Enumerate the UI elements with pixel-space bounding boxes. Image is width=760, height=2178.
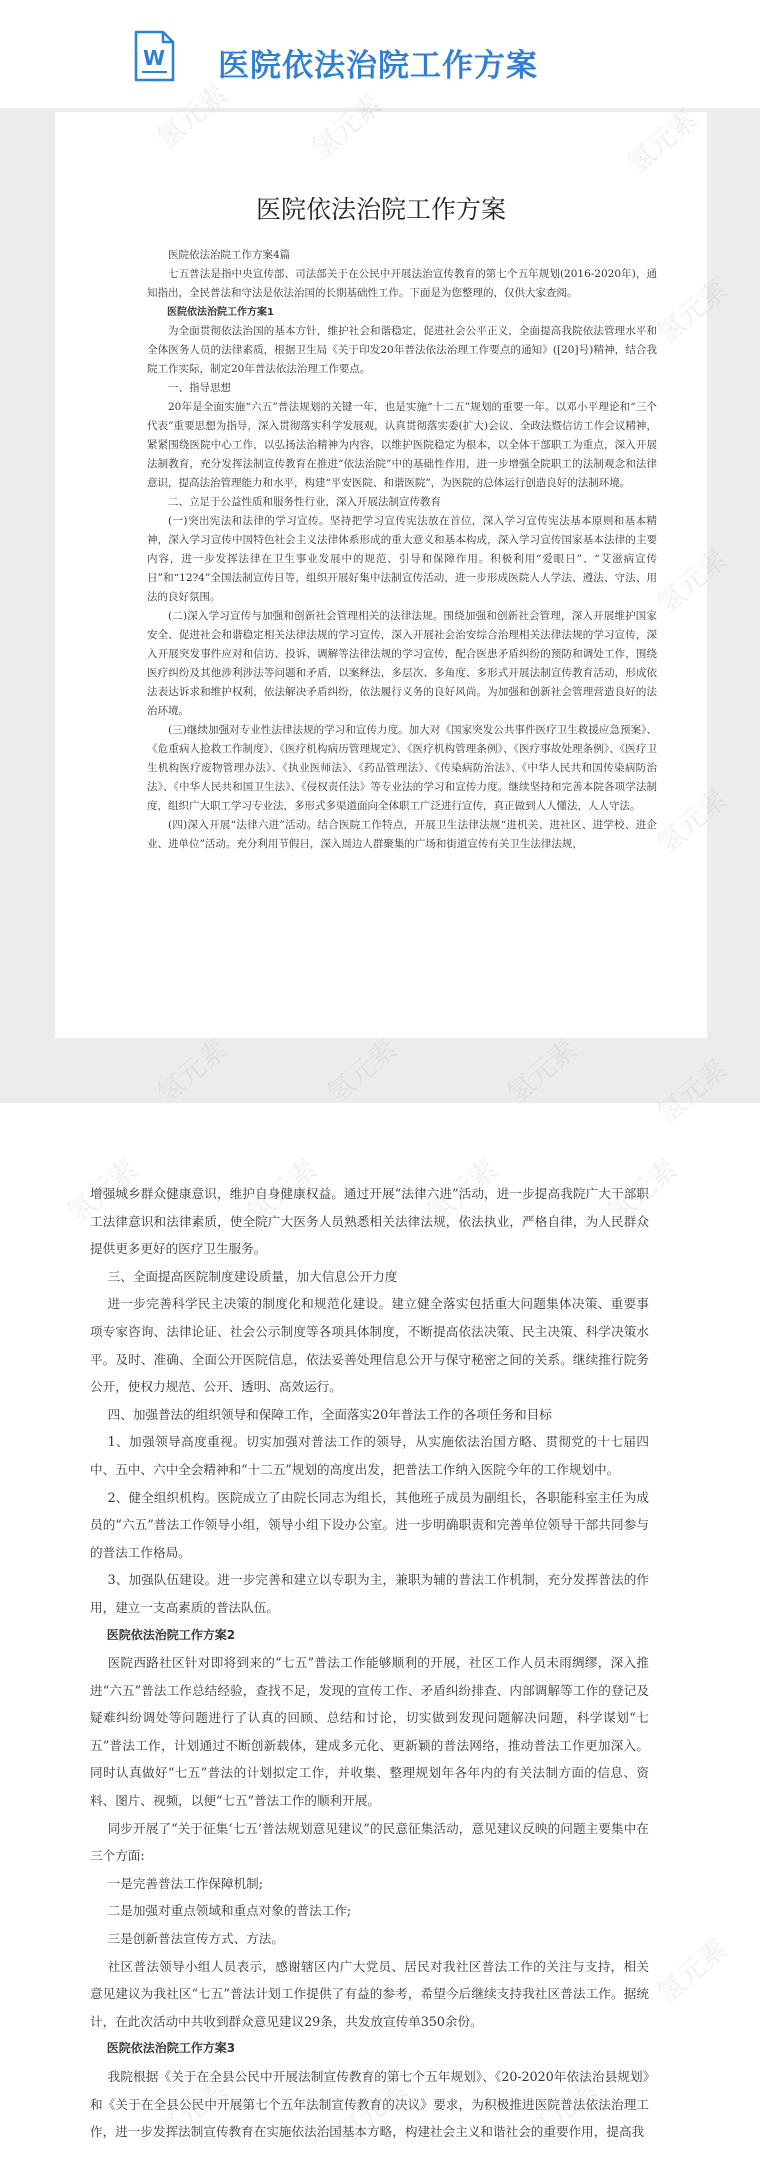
document-page-1 — [55, 112, 707, 1038]
section-heading: 医院依法治院工作方案2 — [106, 1627, 236, 1642]
paragraph: 同步开展了“关于征集‘七五’普法规划意见建议”的民意征集活动，意见建议反映的问题主要集中在三个方面: — [90, 1820, 649, 1864]
word-doc-icon — [133, 30, 175, 82]
section-heading: 三、全面提高医院制度建设质量，加大信息公开力度 — [107, 1268, 398, 1284]
paragraph: 2、健全组织机构。医院成立了由院长同志为组长，其他班子成员为副组长，各职能科室主任为成员的“六五”普法工作领导小组，领导小组下设办公室。进一步明确职责和完善单位领导干部共同参与的普法工作格局。 — [90, 1489, 649, 1560]
list-item: 三是创新普法宣传方式、方法。 — [107, 1931, 284, 1947]
section-heading: 医院依法治院工作方案3 — [106, 2041, 236, 2056]
paragraph: 医院依法治院工作方案4篇 — [168, 249, 291, 261]
paragraph: 七五普法是指中央宣传部、司法部关于在公民中开展法治宣传教育的第七个五年规划(2016-2020年)，通知指出，全民普法和守法是依法治国的长期基础性工作。下面是为您整理的，仅供大家查阅。 — [147, 268, 657, 299]
section-heading: 一、指导思想 — [168, 382, 231, 394]
section-heading: 四、加强普法的组织领导和保障工作，全面落实20年普法工作的各项任务和目标 — [107, 1406, 552, 1422]
paragraph: 增强城乡群众健康意识，维护自身健康权益。通过开展“法律六进”活动，进一步提高我院广大干部职工法律意识和法律素质，使全院广大医务人员熟悉相关法律法规，依法执业，严格自律，为人民群众提供更多更好的医疗卫生服务。 — [90, 1186, 649, 1257]
paragraph: 社区普法领导小组人员表示，感谢辖区内广大党员、居民对我社区普法工作的关注与支持，相关意见建议为我社区“七五”普法计划工作提供了有益的参考，希望今后继续支持我社区普法工作。据统计，在此次活动中共收到群众意见建议29条，共发放宣传单350余份。 — [90, 1958, 649, 2029]
svg-text:W: W — [142, 46, 166, 70]
paragraph: (四)深入开展“法律六进”活动。结合医院工作特点，开展卫生法律法规“进机关、进社区、进学校、进企业、进单位”活动。充分利用节假日，深入周边人群聚集的广场和街道宣传有关卫生法律法规， — [147, 819, 657, 850]
paragraph: 1、加强领导高度重视。切实加强对普法工作的领导，从实施依法治国方略、贯彻党的十七届四中、五中、六中全会精神和“十二五”规划的高度出发，把普法工作纳入医院今年的工作规划中。 — [90, 1434, 649, 1477]
list-item: 一是完善普法工作保障机制; — [107, 1875, 263, 1891]
paragraph: 我院根据《关于在全县公民中开展法制宣传教育的第七个五年规划》、《20-2020年依法治县规划》和《关于在全县公民中开展第七个五年法制宣传教育的决议》要求，为积极推进医院普法依法治理工作，进一步发挥法制宣传教育在实施依法治国基本方略，构建社会主义和谐社会的重要作用，提高我 — [90, 2069, 649, 2140]
list-item: 二是加强对重点领域和重点对象的普法工作; — [107, 1903, 352, 1919]
paragraph: (一)突出宪法和法律的学习宣传。坚持把学习宣传宪法放在首位，深入学习宣传宪法基本原则和基本精神，深入学习宣传中国特色社会主义法律体系形成的重大意义和基本构成，深入学习宣传国家基本法律的主要内容，进一步发挥法律在卫生事业发展中的规范、引导和保障作用。积极利用“爱眼日”、“艾滋病宣传日”和“12?4”全国法制宣传日等，组织开展好集中法制宣传活动，进一步形成医院人人学法、遵法、守法、用法的良好氛围。 — [147, 515, 657, 603]
header-bar — [0, 0, 760, 108]
paragraph: 医院西路社区针对即将到来的“七五”普法工作能够顺利的开展，社区工作人员未雨绸缪，深入推进“六五”普法工作总结经验，查找不足，发现的宣传工作、矛盾纠纷排查、内部调解等工作的登记及疑难纠纷调处等问题进行了认真的回顾、总结和讨论，切实做到发现问题解决问题，科学谋划“七五”普法工作，计划通过不断创新载体，建成多元化、更新颖的普法网络，推动普法工作更加深入。同时认真做好“七五”普法的计划拟定工作，并收集、整理规划年各年内的有关法制方面的信息、资料、图片、视频，以便“七五”普法工作的顺利开展。 — [90, 1655, 649, 1809]
document-title: 医院依法治院工作方案 — [255, 195, 506, 224]
paragraph: (三)继续加强对专业性法律法规的学习和宣传力度。加大对《国家突发公共事件医疗卫生救援应急预案》、《危重病人抢救工作制度》、《医疗机构病历管理规定》、《医疗机构管理条例》、《医疗事故处理条例》、《医疗卫生机构医疗废物管理办法》、《执业医师法》、《药品管理法》、《传染病防治法》、《中华人民共和国传染病防治法》、《中华人民共和国卫生法》、《侵权责任法》等专业法的学习和宣传力度。继续坚持和完善本院各项学法制度，组织广大职工学习专业法，多形式多渠道面向全体职工广泛进行宣传，真正做到人人懂法，人人守法。 — [147, 724, 657, 812]
paragraph: 进一步完善科学民主决策的制度化和规范化建设。建立健全落实包括重大问题集体决策、重要事项专家咨询、法律论证、社会公示制度等各项具体制度，不断提高依法决策、民主决策、科学决策水平。及时、准确、全面公开医院信息，依法妥善处理信息公开与保守秘密之间的关系。继续推行院务公开，使权力规范、公开、透明、高效运行。 — [90, 1296, 649, 1395]
document-page-2 — [55, 1108, 707, 2178]
paragraph: 3、加强队伍建设。进一步完善和建立以专职为主，兼职为辅的普法工作机制，充分发挥普法的作用，建立一支高素质的普法队伍。 — [90, 1572, 649, 1615]
paragraph: (二)深入学习宣传与加强和创新社会管理相关的法律法规。围绕加强和创新社会管理，深入开展维护国家安全、促进社会和谐稳定相关法律法规的学习宣传，深入开展社会治安综合治理相关法律法规的学习宣传，深入开展突发事件应对和信访、投诉、调解等法律法规的学习宣传，配合医患矛盾纠纷的预防和调处工作，围绕医疗纠纷及其他涉利涉法等问题和矛盾，以案释法，多层次、多角度、多形式开展法制宣传教育活动，形成依法表达诉求和维护权利，依法解决矛盾纠纷，依法履行义务的良好风尚。为加强和创新社会管理营造良好的法治环境。 — [147, 610, 657, 717]
section-heading: 医院依法治院工作方案1 — [167, 307, 274, 318]
paragraph: 20年是全面实施“六五”普法规划的关键一年，也是实施“十二五”规划的重要一年。以邓小平理论和“三个代表”重要思想为指导，深入贯彻落实科学发展观，认真贯彻落实委(扩大)会议、全政法暨信访工作会议精神，紧紧围绕医院中心工作，以弘扬法治精神为内容，以维护医院稳定为根本，以全体干部职工为重点，深入开展法制教育，充分发挥法制宣传教育在推进“依法治院”中的基础性作用，进一步增强全院职工的法制观念和法律意识，提高法治管理能力和水平，构建“平安医院、和谐医院”，为医院的总体运行创造良好的法制环境。 — [147, 401, 657, 489]
header-title: 医院依法治院工作方案 — [218, 48, 538, 84]
paragraph: 为全面贯彻依法治国的基本方针，维护社会和谐稳定，促进社会公平正义，全面提高我院依法管理水平和全体医务人员的法律素质，根据卫生局《关于印发20年普法依法治理工作要点的通知》([20]号)精神，结合我院工作实际，制定20年普法依法治理工作要点。 — [147, 325, 657, 375]
section-heading: 二、立足于公益性质和服务性行业，深入开展法制宣传教育 — [168, 496, 441, 508]
